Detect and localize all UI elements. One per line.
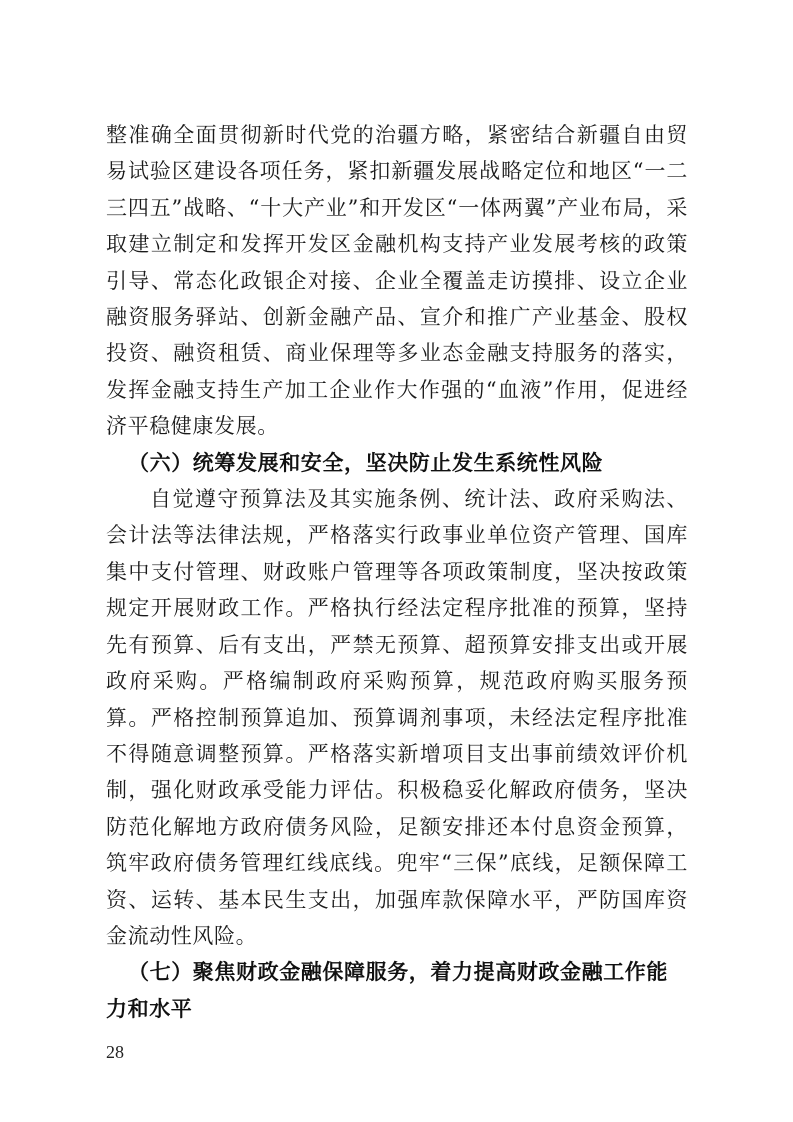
page-body [106, 117, 688, 1027]
section-heading-six: （六）统筹发展和安全，坚决防止发生系统性风险 [128, 450, 604, 475]
paragraph-budget-risk: 自觉遵守预算法及其实施条例、统计法、政府采购法、会计法等法律法规，严格落实行政事业单位资产管理、国库集中支付管理、财政账户管理等各项政策制度，坚决按政策规定开展财政工作。严格执行经法定程序批准的预算，坚持先有预算、后有支出，严禁无预算、超预算安排支出或开展政府采购。严格编制政府采购预算，规范政府购买服务预算。严格控制预算追加、预算调剂事项，未经法定程序批准不得随意调整预算。严格落实新增项目支出事前绩效评价机制，强化财政承受能力评估。积极稳妥化解政府债务，坚决防范化解地方政府债务风险，足额安排还本付息资金预算，筑牢政府债务管理红线底线。兜牢“三保”底线，足额保障工资、运转、基本民生支出，加强库款保障水平，严防国库资金流动性风险。 [106, 487, 688, 948]
paragraph-financial-support: 整准确全面贯彻新时代党的治疆方略，紧密结合新疆自由贸易试验区建设各项任务，紧扣新疆发展战略定位和地区“一二三四五”战略、“十大产业”和开发区“一体两翼”产业布局，采取建立制定和发挥开发区金融机构支持产业发展考核的政策引导、常态化政银企对接、企业全覆盖走访摸排、设立企业融资服务驿站、创新金融产品、宣介和推广产业基金、股权投资、融资租赁、商业保理等多业态金融支持服务的落实，发挥金融支持生产加工企业作大作强的“血液”作用，促进经济平稳健康发展。 [106, 123, 688, 439]
page-number: 28 [106, 1042, 124, 1062]
section-heading-seven: （七）聚焦财政金融保障服务，着力提高财政金融工作能力和水平 [106, 960, 668, 1021]
